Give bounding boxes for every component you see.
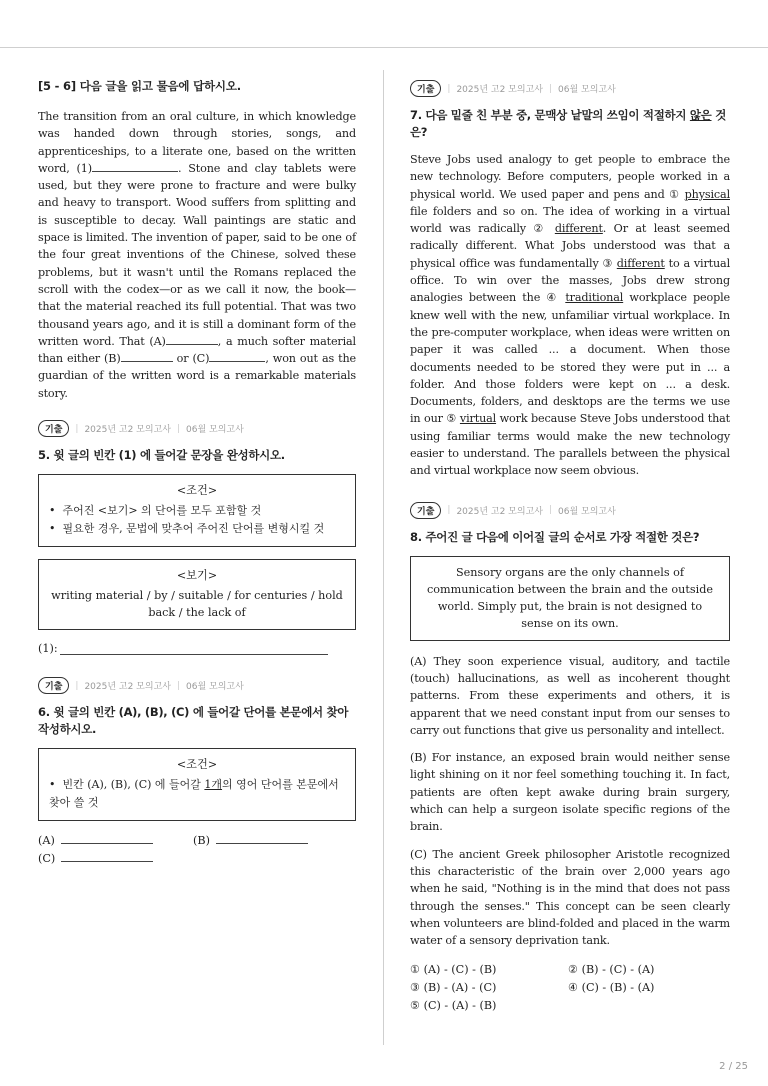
q8-paragraph-a: (A) They soon experience visual, auditory, and tactile (touch) hallucinations, as well as incoherent thought patterns. From these experiments and others, it is apparent that we need constant input from our senses to carry out functions that give us personality and intellect. [410, 654, 730, 737]
q6-blank-b: (B) [193, 833, 348, 847]
q8-choices [410, 961, 730, 1014]
reading-passage [38, 108, 356, 402]
q7-underline-5: virtual [459, 412, 497, 426]
q7-underline-4: traditional [565, 291, 624, 305]
blank-b[interactable] [121, 350, 173, 362]
choice-3[interactable]: ③ (B) - (A) - (C) [410, 981, 497, 995]
q7-underline-1: physical [684, 187, 730, 201]
q8-given-box: Sensory organs are the only channels of communication between the brain and the outside world. Simply put, the brain is not designed to sense on its own. [410, 556, 730, 641]
q8-paragraphs [410, 653, 730, 950]
q5-condition-box [38, 474, 356, 547]
blank-c[interactable] [209, 350, 265, 362]
q8-tag-month: 06월 모의고사 [558, 506, 616, 517]
q5-answer-blank[interactable] [60, 643, 328, 655]
column-divider [383, 70, 384, 1045]
left-column [38, 78, 356, 865]
q8-paragraph-c: (C) The ancient Greek philosopher Aristotle recognized this characteristic of the brain over 2,000 years ago when he said, "Nothing is in the mind that does not pass through the senses." This concept can be seen clearly when volunteers are blind-folded and placed in the warm water of a sensory deprivation tank. [410, 847, 730, 948]
right-column [410, 80, 730, 1014]
q5-bogi-words: writing material / by / suitable / for centuries / hold back / the lack of [51, 589, 343, 620]
q7-passage: Steve Jobs used analogy to get people to embrace the new technology. Before computers, people worked in a physical world. We used paper and pens and ① physical file folders and so on. The idea of working in a virtual world was radically ② different. Or at least seemed radically different. What Jobs understood was that a physical office was fundamentally ③ different to a virtual office. To win over the masses, Jobs drew strong analogies between the ④ traditional workplace people knew well with the new, unfamiliar virtual workplace. In the pre-computer workplace, when ideas were written on paper it was called ... a document. When those documents needed to be stored they were put in ... a folder. And those folders were kept on ... a desk. Documents, folders, and desktops are the terms we use in our ⑤ virtual work because Steve Jobs understood that using familiar terms would make the new technology easier to understand. The parallels between the physical and virtual workplace now seem obvious. [410, 153, 731, 478]
q6-tag-month: 06월 모의고사 [186, 682, 244, 693]
passage-part-1: The transition from an oral culture, in which knowledge was handed down through stories, songs, and apprenticeships, to a literate one, based on the written word, (1) [38, 110, 356, 175]
q6-condition-box [38, 748, 356, 821]
q6-blank-c: (C) [38, 851, 193, 865]
q5-title: 5. 윗 글의 빈칸 (1) 에 들어갈 문장을 완성하시오. [38, 448, 285, 463]
q6-tag-year: 2025년 고2 모의고사 [84, 682, 171, 693]
q6-title: 6. 윗 글의 빈칸 (A), (B), (C) 에 들어갈 단어를 본문에서 찾아 작성하시오. [38, 705, 349, 737]
q5-condition-item: • 주어진 <보기> 의 단어를 모두 포함할 것 [49, 502, 345, 520]
q5-tag-year: 2025년 고2 모의고사 [84, 425, 171, 436]
q5-answer-label: (1): [38, 642, 58, 656]
passage-part-3: , a much softer material than either (B) [38, 334, 356, 366]
set-header: [5 - 6] 다음 글을 읽고 물음에 답하시오. [38, 79, 241, 93]
q6-blank-c-line[interactable] [61, 851, 153, 862]
q7-tag-month: 06월 모의고사 [558, 85, 616, 95]
passage-part-4: or (C) [172, 352, 210, 366]
q6-answer-blanks [38, 833, 356, 865]
q6-condition-caption: <조건> [176, 758, 218, 772]
q6-source-tag: 기출 | 2025년 고2 모의고사 | 06월 모의고사 [38, 677, 356, 694]
choice-1[interactable]: ① (A) - (C) - (B) [410, 963, 497, 977]
blank-a[interactable] [166, 333, 218, 345]
q5-condition-caption: <조건> [176, 484, 218, 498]
passage-part-2: . Stone and clay tablets were used, but they were prone to fracture and were bulky and heavy to transport. Wood suffers from splitting and is susceptible to decay. Wall paintings are static and space is limited. The invention of paper, said to be one of the four great inventions of the Chinese, solved these problems, but it wasn't until the Romans replaced the scroll with the codex—or as we call it now, the book—that the material reached its full potential. That was two thousand years ago, and it is still a dominant form of the written word. That (A) [38, 161, 356, 348]
q5-condition-item: • 필요한 경우, 문법에 맞추어 주어진 단어를 변형시킬 것 [49, 520, 345, 538]
q8-source-tag: 기출 | 2025년 고2 모의고사 | 06월 모의고사 [410, 502, 730, 519]
q7-title: 7. 다음 밑줄 친 부분 중, 문맥상 낱말의 쓰임이 적절하지 않은 것은? [410, 108, 727, 139]
choice-2[interactable]: ② (B) - (C) - (A) [568, 963, 655, 977]
q7-tag-year: 2025년 고2 모의고사 [456, 85, 543, 95]
q6-tag-badge: 기출 [38, 677, 69, 694]
q6-condition-item: • 빈칸 (A), (B), (C) 에 들어갈 1개의 영어 단어를 본문에서 찾아 쓸 것 [49, 776, 345, 812]
q5-bogi-box [38, 559, 356, 630]
q7-source-tag: 기출 | 2025년 고2 모의고사 | 06월 모의고사 [410, 80, 730, 97]
q7-underline-2: different [554, 222, 603, 236]
q5-tag-badge: 기출 [38, 420, 69, 437]
q5-tag-month: 06월 모의고사 [186, 425, 244, 436]
q6-blank-a-line[interactable] [61, 833, 153, 844]
q6-blank-a: (A) [38, 833, 193, 847]
q7-underline-3: different [616, 256, 665, 270]
choice-5[interactable]: ⑤ (C) - (A) - (B) [410, 999, 497, 1013]
choice-4[interactable]: ④ (C) - (B) - (A) [568, 981, 655, 995]
q8-tag-year: 2025년 고2 모의고사 [456, 506, 543, 517]
q5-bogi-caption: <보기> [176, 569, 218, 583]
q8-title: 8. 주어진 글 다음에 이어질 글의 순서로 가장 적절한 것은? [410, 529, 700, 544]
q7-tag-badge: 기출 [410, 80, 441, 97]
q8-paragraph-b: (B) For instance, an exposed brain would neither sense light shining on it nor feel something touching it. In fact, patients are often kept awake during brain surgery, which can help a surgeon isolate specific regions of the brain. [410, 751, 730, 834]
q5-source-tag: 기출 | 2025년 고2 모의고사 | 06월 모의고사 [38, 420, 356, 437]
blank-1[interactable] [92, 160, 178, 172]
q8-tag-badge: 기출 [410, 502, 441, 519]
header-rule [0, 47, 768, 48]
q5-answer-line [38, 642, 356, 655]
page-number: 2 / 25 [719, 1061, 748, 1072]
passage-part-5: , won out as the guardian of the written word is a remarkable materials story. [38, 352, 356, 400]
q6-blank-b-line[interactable] [216, 833, 308, 844]
